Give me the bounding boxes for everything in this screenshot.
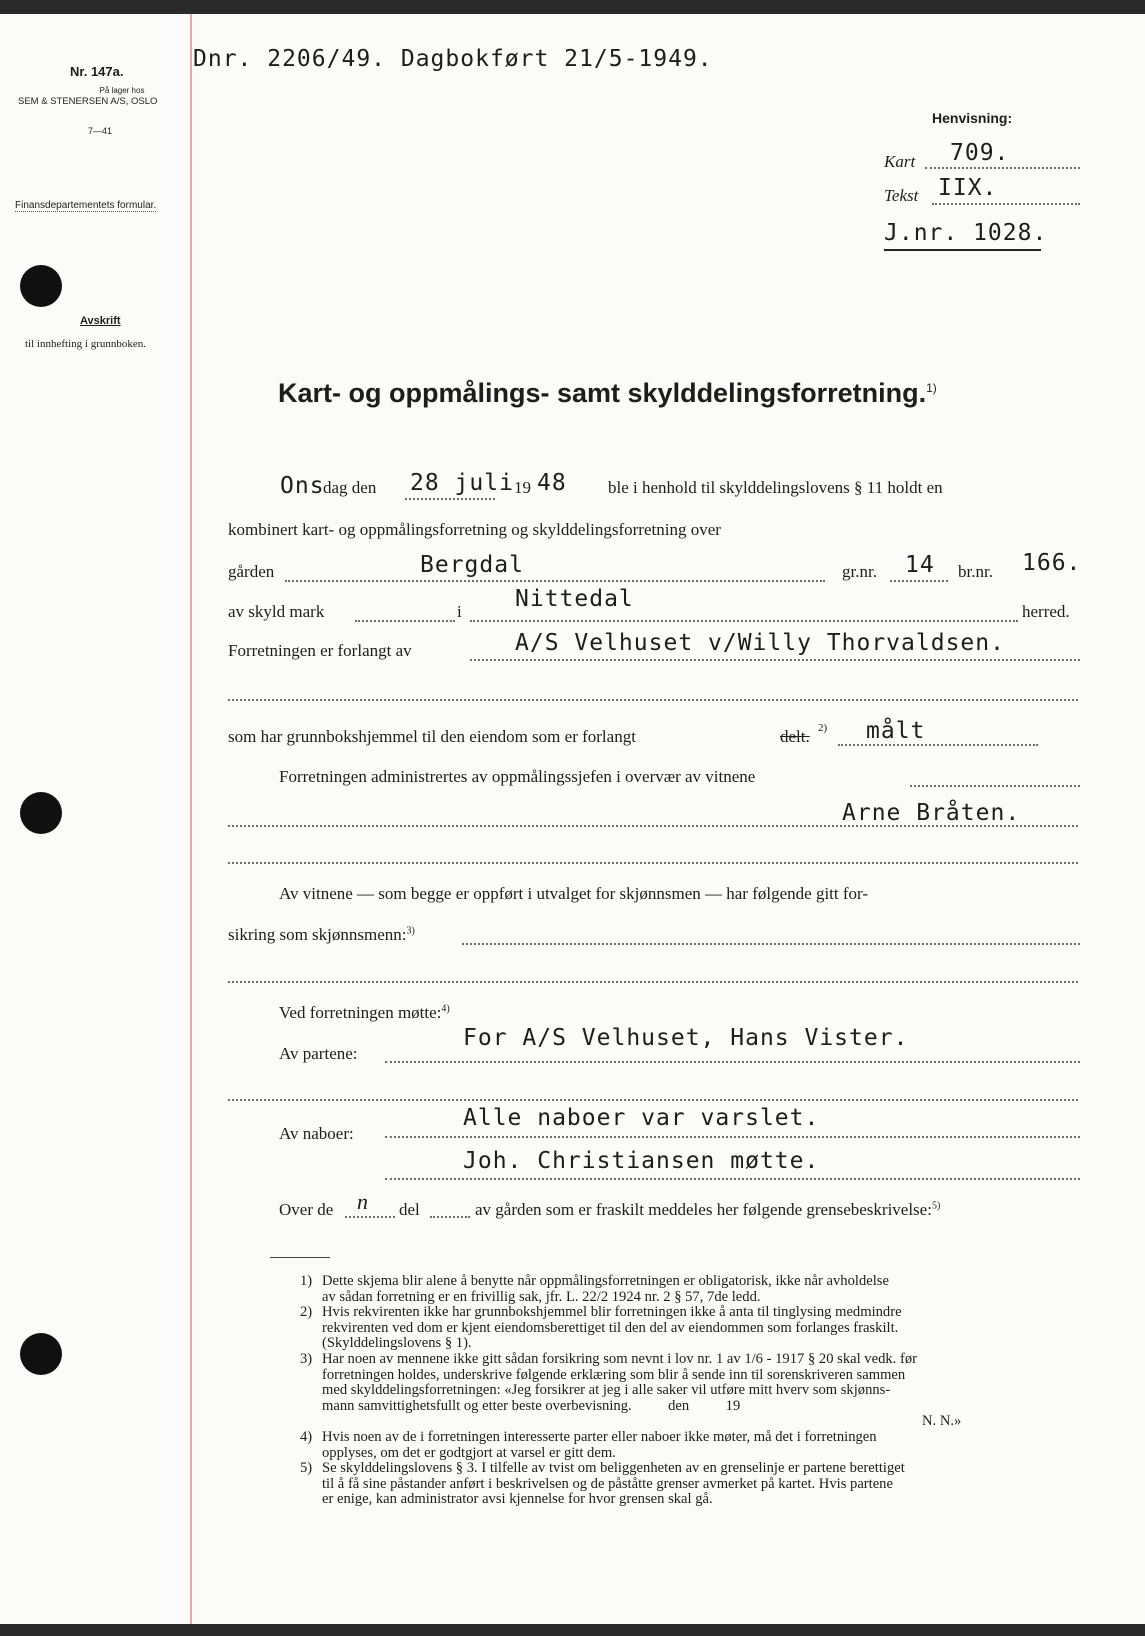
herred-label: herred. (1022, 602, 1070, 621)
dag-den-label: dag den (323, 478, 377, 497)
requester-dotline (470, 659, 1080, 661)
footnote-4: 4) Hvis noen av de i forretningen interesserte parter eller naboer ikke møter, må det i forretningen opplyses, om det er godtgjort at varsel er gitt dem. (300, 1428, 877, 1461)
footnote-1: 1) Dette skjema blir alene å benytte når oppmålingsforretningen er obligatorisk, ikke når avholdelse av sådan forretning er en frivillig sak, jfr. L. 22/2 1924 nr. 2 § 57, 7de ledd. (300, 1273, 889, 1305)
malt-typed: målt (866, 718, 926, 744)
line7-text: Forretningen administrertes av oppmålingssjefen i overvær av vitnene (279, 767, 756, 786)
neighbors-label: Av naboer: (279, 1124, 354, 1143)
grnr-value: 14 (905, 552, 935, 578)
scan-bottom-edge (0, 1624, 1145, 1636)
publisher-name: SEM & STENERSEN A/S, OSLO (18, 96, 158, 107)
kart-value: 709. (950, 140, 1010, 166)
requester-label: Forretningen er forlangt av (228, 641, 412, 660)
brnr-value: 166. (1022, 550, 1082, 576)
herred-value: Nittedal (515, 586, 634, 612)
skyld-label: av skyld mark (228, 602, 325, 621)
blank-dotline (228, 981, 1078, 983)
date-typed: 28 juli (410, 470, 514, 496)
punch-hole-icon (20, 792, 62, 834)
margin-rule (190, 14, 192, 1624)
line10-text: Ved forretningen møtte:$^{4)}$ (279, 1003, 450, 1022)
line9-dotline (462, 943, 1080, 945)
line8-text: Av vitnene — som begge er oppført i utvalget for skjønnsmen — har følgende gitt for- (279, 884, 869, 903)
reference-heading: Henvisning: (932, 110, 1013, 126)
neighbors-value: Alle naboer var varslet. (463, 1105, 820, 1131)
footnote-separator (270, 1257, 330, 1258)
parties-label: Av partene: (279, 1044, 358, 1063)
brnr-label: br.nr. (958, 562, 993, 581)
copy-sub: til innhefting i grunnboken. (25, 338, 146, 350)
year-prefix: 19 (514, 478, 531, 497)
struck-word: delt. (780, 727, 810, 746)
footnote-3-signature: N. N.» (922, 1413, 962, 1430)
line7-dotline (910, 785, 1080, 787)
neighbors-dotline (385, 1178, 1080, 1180)
blank-dotline (228, 699, 1078, 701)
last-line-rest: av gården som er fraskilt meddeles her følgende grensebeskrivelse:$^{5)}$ (475, 1200, 941, 1219)
neighbors-dotline (385, 1136, 1080, 1138)
print-date: 7—41 (88, 126, 113, 136)
tekst-value: IIX. (938, 175, 998, 201)
footnote-5: 5) Se skylddelingslovens § 3. I tilfelle av tvist om beliggenheten av en grenselinje er partene berettiget til å få sine påstander anført i beskrivelsen og de påståtte grenser avmerket på kartet. Hvis partene er enige, kan administrator avsi kjennelse for hvor grensen skal gå. (300, 1460, 905, 1508)
jnr-underline (884, 249, 1041, 251)
footnote-2: 2) Hvis rekvirenten ikke har grunnbokshjemmel blir forretningen ikke å anta til tinglysing medmindre rekvirenten ved dom er kjent eiendomsberettiget til den del av eiendommen som forlanges fraskilt. (Skylddelingslovens § 1). (300, 1304, 902, 1352)
over-de-label: Over de (279, 1200, 334, 1219)
grnr-label: gr.nr. (842, 562, 877, 581)
line1-rest: ble i henhold til skylddelingslovens § 11 holdt en (608, 478, 943, 497)
parties-dotline (385, 1061, 1080, 1063)
form-number: Nr. 147a. (70, 64, 124, 79)
parties-value: For A/S Velhuset, Hans Vister. (463, 1025, 909, 1051)
note-marker: 2) (818, 722, 828, 734)
witness-name: Arne Bråten. (842, 800, 1021, 826)
year-typed: 48 (537, 470, 567, 496)
farm-dotline (285, 580, 825, 582)
footnote-3: 3) Har noen av mennene ikke gitt sådan forsikring som nevnt i lov nr. 1 av 1/6 - 1917 § 20 skal vedk. før forretningen holdes, underskrive følgende erklæring som blir å sende inn til sorenskriveren sammen med skylddelingsforretningen: «Jeg forsikrer at jeg i alle saker vil utføre mitt hverv som skjønns- mann samvittighetsfullt og etter beste overbevisning. den 19 (300, 1350, 917, 1414)
tekst-dotline (932, 203, 1080, 205)
scan-top-edge (0, 0, 1145, 14)
requester-value: A/S Velhuset v/Willy Thorvaldsen. (515, 630, 1005, 656)
kart-label: Kart (884, 152, 916, 171)
line2-text: kombinert kart- og oppmålingsforretning og skylddelingsforretning over (228, 520, 721, 539)
page-title: Kart- og oppmålings- samt skylddelingsforretning.$^{1)}$ (278, 378, 937, 408)
line9-text: sikring som skjønnsmenn:$^{3)}$ (228, 925, 415, 944)
grnr-dotline (890, 580, 948, 582)
neighbors-value: Joh. Christiansen møtte. (463, 1148, 820, 1174)
line6-text: som har grunnbokshjemmel til den eiendom som er forlangt (228, 727, 636, 746)
kart-dotline (925, 167, 1080, 169)
jnr-value: J.nr. 1028. (884, 220, 1048, 246)
farm-label: gården (228, 562, 275, 581)
publisher-line: På lager hos (99, 86, 145, 95)
footnotes (300, 1274, 1085, 1508)
tekst-label: Tekst (884, 186, 919, 205)
skyld-dotline (355, 620, 455, 622)
handwritten-mark: n (357, 1189, 368, 1214)
date-dotline (405, 498, 495, 500)
journal-stamp: Dnr. 2206/49. Dagbokført 21/5-1949. (193, 46, 713, 72)
blank-dotline (228, 862, 1078, 864)
del-dotline (430, 1216, 470, 1218)
weekday-typed: Ons (280, 473, 325, 499)
herred-dotline (470, 620, 1018, 622)
witness-dotline (228, 825, 1078, 827)
line6-dotline (838, 744, 1038, 746)
punch-hole-icon (20, 1333, 62, 1375)
del-label: del (399, 1200, 420, 1219)
punch-hole-icon (20, 265, 62, 307)
i-label: i (457, 602, 462, 621)
department-label: Finansdepartementets formular. (15, 200, 157, 211)
blank-dotline (228, 1099, 1078, 1101)
copy-label: Avskrift (80, 315, 121, 327)
farm-name: Bergdal (420, 552, 524, 578)
over-de-dotline (345, 1216, 395, 1218)
